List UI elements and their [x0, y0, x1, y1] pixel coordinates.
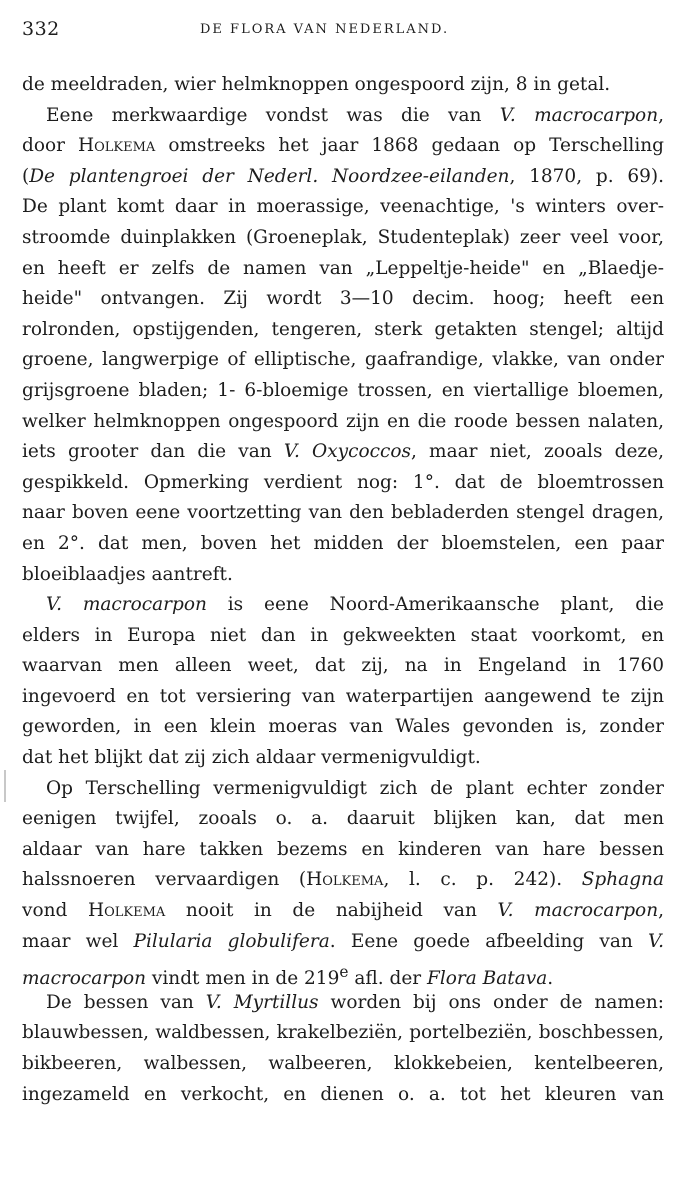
text-line: en 2°. dat men, boven het midden der bloemstelen, een paar: [22, 532, 664, 554]
text-line: iets grooter dan die van V. Oxycoccos, maar niet, zooals deze,: [22, 441, 664, 463]
text-line: naar boven eene voortzetting van den bebladerden stengel dragen,: [22, 502, 664, 524]
page-header: [22, 18, 662, 48]
page-number: 332: [22, 18, 60, 40]
text-line: Eene merkwaardige vondst was die van V. macrocarpon,: [46, 104, 664, 126]
text-line: dat het blijkt dat zij zich aldaar vermenigvuldigt.: [22, 747, 481, 769]
text-line: gespikkeld. Opmerking verdient nog: 1°. dat de bloemtrossen: [22, 471, 664, 493]
text-line: blauwbessen, waldbessen, krakelbeziën, portelbeziën, boschbessen,: [22, 1022, 664, 1044]
text-line: V. macrocarpon is eene Noord-Amerikaansche plant, die: [46, 594, 664, 616]
text-line: maar wel Pilularia globulifera. Eene goede afbeelding van V.: [22, 930, 664, 952]
text-line: bikbeeren, walbessen, walbeeren, klokkebeien, kentelbeeren,: [22, 1053, 664, 1074]
text-line: De plant komt daar in moerassige, veenachtige, 's winters over-: [22, 196, 664, 218]
text-line: heide" ontvangen. Zij wordt 3—10 decim. hoog; heeft een: [22, 288, 664, 310]
text-line: elders in Europa niet dan in gekweekten staat voorkomt, en: [22, 624, 664, 646]
running-head: DE FLORA VAN NEDERLAND.: [200, 22, 450, 37]
text-line: (De plantengroei der Nederl. Noordzee-eilanden, 1870, p. 69).: [22, 165, 664, 187]
text-line: bloeiblaadjes aantreft.: [22, 563, 233, 585]
text-line: ingevoerd en tot versiering van waterpartijen aangewend te zijn: [22, 685, 664, 707]
text-line: ingezameld en verkocht, en dienen o. a. tot het kleuren van: [22, 1083, 664, 1105]
text-line: welker helmknoppen ongespoord zijn en die roode bessen nalaten,: [22, 410, 664, 432]
text-line: geworden, in een klein moeras van Wales gevonden is, zonder: [22, 716, 664, 738]
body-text: [22, 70, 664, 1110]
text-line: en heeft er zelfs de namen van „Leppeltje-heide" en „Blaedje-: [22, 257, 664, 279]
text-line: stroomde duinplakken (Groeneplak, Studenteplak) zeer veel voor,: [22, 226, 664, 248]
text-line: Op Terschelling vermenigvuldigt zich de plant echter zonder: [46, 777, 664, 799]
text-line: eenigen twijfel, zooals o. a. daaruit blijken kan, dat men: [22, 808, 664, 830]
text-line: aldaar van hare takken bezems en kinderen van hare bessen: [22, 838, 664, 860]
margin-mark: [4, 770, 6, 802]
text-line: De bessen van V. Myrtillus worden bij ons onder de namen:: [46, 991, 664, 1013]
text-line: vond Holkema nooit in de nabijheid van V. macrocarpon,: [22, 900, 664, 922]
text-line: grijsgroene bladen; 1- 6-bloemige trossen, en viertallige bloemen,: [22, 379, 664, 401]
text-line: door Holkema omstreeks het jaar 1868 gedaan op Terschelling: [22, 135, 664, 157]
text-line: groene, langwerpige of elliptische, gaafrandige, vlakke, van onder: [22, 349, 664, 371]
text-line: halssnoeren vervaardigen (Holkema, l. c. p. 242). Sphagna: [22, 869, 664, 891]
text-line: macrocarpon vindt men in de 219e afl. der Flora Batava.: [22, 963, 554, 988]
text-line: de meeldraden, wier helmknoppen ongespoord zijn, 8 in getal.: [22, 74, 611, 95]
text-line: waarvan men alleen weet, dat zij, na in Engeland in 1760: [22, 655, 664, 677]
text-line: rolronden, opstijgenden, tengeren, sterk getakten stengel; altijd: [22, 318, 664, 340]
